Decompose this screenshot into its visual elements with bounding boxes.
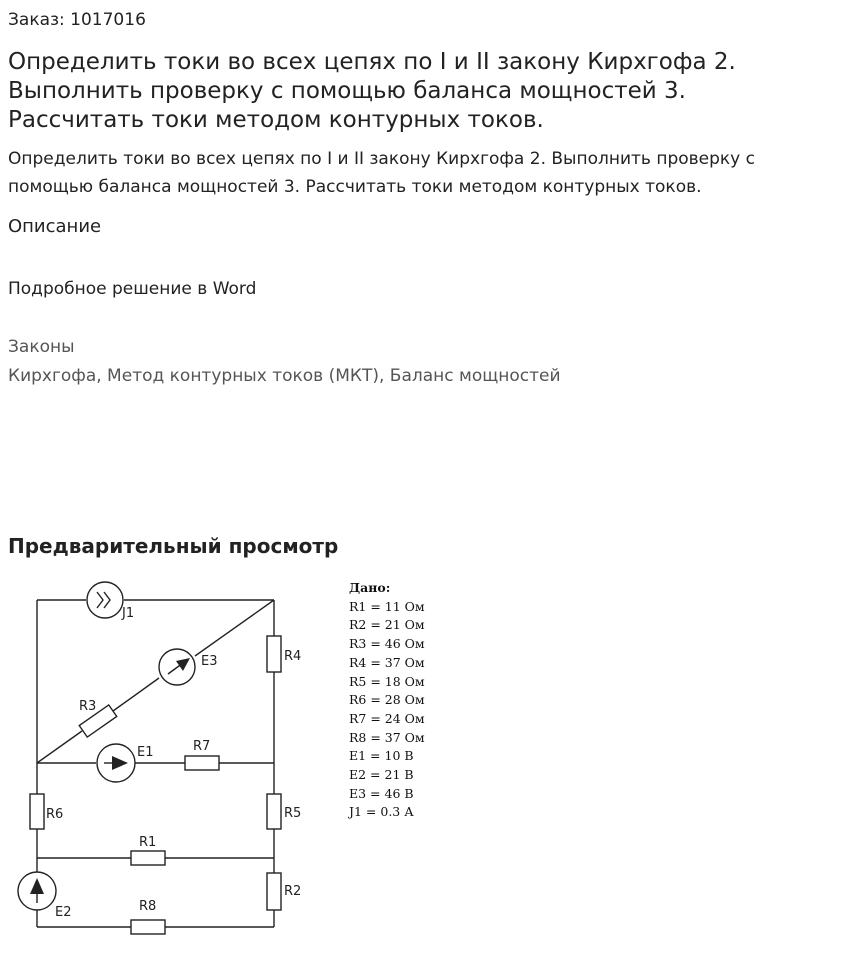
wire-diagonal-c — [195, 600, 274, 656]
given-item-e3: E3 = 46 В — [349, 785, 414, 801]
current-source-j1 — [87, 582, 123, 618]
label-r5: R5 — [284, 806, 302, 821]
label-r6: R6 — [46, 807, 64, 822]
label-e2: E2 — [55, 905, 72, 920]
label-e3: E3 — [201, 654, 218, 669]
description-text: Подробное решение в Word — [8, 279, 257, 299]
resistor-r4 — [267, 636, 281, 672]
resistor-r7 — [185, 756, 219, 770]
resistor-r8 — [131, 920, 165, 934]
given-item-r4: R4 = 37 Ом — [349, 654, 425, 670]
given-item-r3: R3 = 46 Ом — [349, 636, 425, 652]
description-label: Описание — [8, 216, 102, 237]
given-item-r5: R5 = 18 Ом — [349, 673, 425, 689]
task-summary: Определить токи во всех цепях по I и II закону Кирхгофа 2. Выполнить проверку с помощью баланса мощностей 3. Рассчитать токи методом контурных токов. — [8, 149, 755, 197]
given-item-e1: E1 = 10 В — [349, 748, 414, 764]
label-r2: R2 — [284, 884, 302, 899]
label-r7: R7 — [193, 739, 211, 754]
resistor-r6 — [30, 794, 44, 829]
preview-title: Предварительный просмотр — [8, 534, 339, 558]
page-title: Определить токи во всех цепях по I и II закону Кирхгофа 2. Выполнить проверку с помощью баланса мощностей 3. Рассчитать токи методом контурных токов. — [8, 49, 736, 133]
label-r3: R3 — [79, 699, 97, 714]
given-title: Дано: — [349, 580, 391, 595]
laws-values: Кирхгофа, Метод контурных токов (МКТ), Баланс мощностей — [8, 366, 561, 386]
emf-source-e1 — [97, 744, 135, 782]
given-item-r2: R2 = 21 Ом — [349, 617, 425, 633]
laws-label: Законы — [8, 337, 75, 357]
label-r4: R4 — [284, 649, 302, 664]
emf-source-e3 — [159, 649, 195, 685]
label-r8: R8 — [139, 899, 157, 914]
wire-diagonal-a — [37, 731, 82, 763]
resistor-r1 — [131, 851, 165, 865]
given-item-r8: R8 = 37 Ом — [349, 729, 425, 745]
given-item-r1: R1 = 11 Ом — [349, 598, 425, 614]
given-values — [349, 579, 425, 822]
given-item-e2: E2 = 21 В — [349, 767, 414, 783]
label-e1: E1 — [137, 745, 154, 760]
emf-source-e2 — [18, 872, 56, 910]
given-item-r6: R6 = 28 Ом — [349, 692, 425, 708]
label-r1: R1 — [139, 835, 157, 850]
given-item-j1: J1 = 0.3 А — [349, 804, 414, 820]
wire-diagonal-b — [113, 678, 159, 711]
resistor-r2 — [267, 873, 281, 910]
order-number: Заказ: 1017016 — [8, 10, 146, 30]
resistor-r5 — [267, 794, 281, 829]
label-j1: J1 — [122, 606, 135, 621]
given-item-r7: R7 = 24 Ом — [349, 710, 425, 726]
